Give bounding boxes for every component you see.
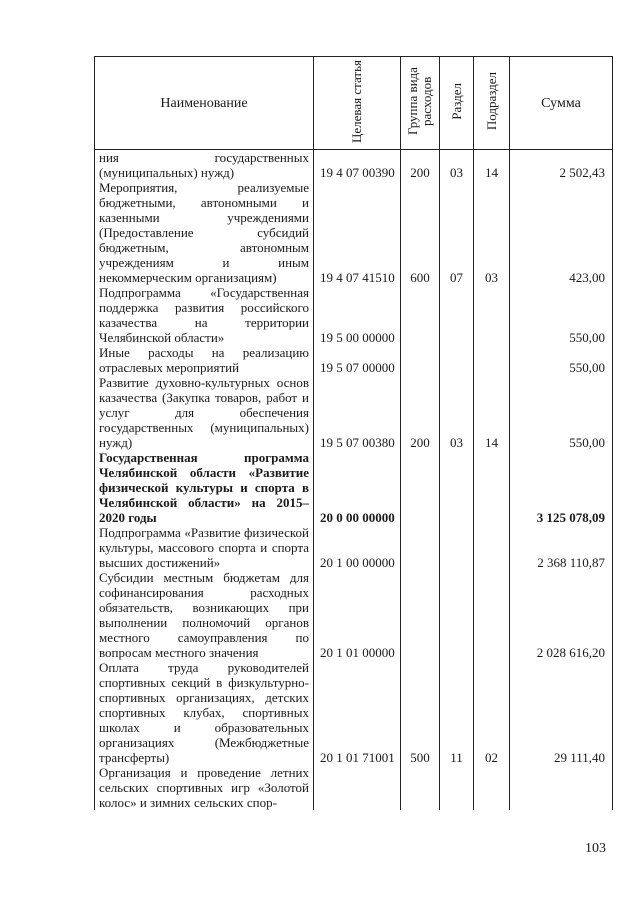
row-sum: 29 111,40	[510, 660, 613, 765]
table-row	[95, 570, 613, 660]
row-sum: 2 368 110,87	[510, 525, 613, 570]
row-subsection	[474, 345, 510, 375]
row-article: 20 0 00 00000	[314, 450, 401, 525]
row-name: Иные расходы на реализацию отраслевых мероприятий	[95, 345, 314, 375]
page-number: 103	[585, 841, 606, 856]
row-subsection	[474, 285, 510, 345]
table-row	[95, 765, 613, 810]
row-article	[314, 765, 401, 810]
row-section	[440, 525, 474, 570]
row-section	[440, 285, 474, 345]
row-name: Организация и проведение летних сельских спортивных игр «Золотой колос» и зимних сельских спор-	[95, 765, 314, 810]
row-group: 600	[401, 180, 440, 285]
row-name: ния государственных (муниципальных) нужд)	[95, 150, 314, 181]
row-article: 20 1 01 00000	[314, 570, 401, 660]
row-name: Развитие духовно-культурных основ казачества (Закупка товаров, работ и услуг для обеспечения государственных (муниципальных) нужд)	[95, 375, 314, 450]
row-group	[401, 570, 440, 660]
row-group: 200	[401, 375, 440, 450]
budget-table	[94, 56, 613, 810]
row-group	[401, 525, 440, 570]
table-row	[95, 180, 613, 285]
row-article: 20 1 00 00000	[314, 525, 401, 570]
table-row	[95, 525, 613, 570]
table-header-row	[95, 57, 613, 150]
row-name: Государственная программа Челябинской области «Развитие физической культуры и спорта в Челябинской области» на 2015–2020 годы	[95, 450, 314, 525]
row-group	[401, 345, 440, 375]
row-sum: 3 125 078,09	[510, 450, 613, 525]
row-article: 19 5 07 00000	[314, 345, 401, 375]
table-body	[95, 150, 613, 811]
row-subsection: 14	[474, 150, 510, 181]
row-name: Субсидии местным бюджетам для софинансирования расходных обязательств, возникающих при выполнении полномочий органов местного самоуправления по вопросам местного значения	[95, 570, 314, 660]
row-sum: 2 028 616,20	[510, 570, 613, 660]
row-section	[440, 345, 474, 375]
header-name: Наименование	[95, 57, 314, 150]
row-subsection	[474, 765, 510, 810]
table-row	[95, 375, 613, 450]
header-sum: Сумма	[510, 57, 613, 150]
row-group: 200	[401, 150, 440, 181]
row-group	[401, 765, 440, 810]
row-group: 500	[401, 660, 440, 765]
table-row	[95, 345, 613, 375]
row-sum: 550,00	[510, 345, 613, 375]
table-row	[95, 150, 613, 181]
row-subsection: 03	[474, 180, 510, 285]
row-name: Оплата труда руководителей спортивных секций в физкультурно-спортивных организациях, детских спортивных клубах, спортивных школах и образовательных организациях (Межбюджетные трансферты)	[95, 660, 314, 765]
header-article: Целевая статья	[314, 57, 401, 150]
row-sum: 550,00	[510, 375, 613, 450]
table-row	[95, 450, 613, 525]
row-section	[440, 765, 474, 810]
row-subsection: 14	[474, 375, 510, 450]
row-article: 20 1 01 71001	[314, 660, 401, 765]
table-row	[95, 285, 613, 345]
row-section: 03	[440, 150, 474, 181]
row-group	[401, 450, 440, 525]
row-subsection	[474, 450, 510, 525]
row-section	[440, 450, 474, 525]
header-section: Раздел	[440, 57, 474, 150]
row-sum: 2 502,43	[510, 150, 613, 181]
row-sum	[510, 765, 613, 810]
row-article: 19 4 07 00390	[314, 150, 401, 181]
row-sum: 550,00	[510, 285, 613, 345]
row-subsection	[474, 570, 510, 660]
row-article: 19 5 07 00380	[314, 375, 401, 450]
row-subsection: 02	[474, 660, 510, 765]
row-subsection	[474, 525, 510, 570]
row-section	[440, 570, 474, 660]
row-name: Подпрограмма «Развитие физической культуры, массового спорта и спорта высших достижений»	[95, 525, 314, 570]
row-group	[401, 285, 440, 345]
row-section: 11	[440, 660, 474, 765]
row-article: 19 4 07 41510	[314, 180, 401, 285]
table-row	[95, 660, 613, 765]
row-section: 03	[440, 375, 474, 450]
row-section: 07	[440, 180, 474, 285]
header-subsection: Подраздел	[474, 57, 510, 150]
header-group: Группа вида расходов	[401, 57, 440, 150]
row-article: 19 5 00 00000	[314, 285, 401, 345]
row-name: Мероприятия, реализуемые бюджетными, автономными и казенными учреждениями (Предоставление субсидий бюджетным, автономным учреждениям и иным некоммерческим организациям)	[95, 180, 314, 285]
row-name: Подпрограмма «Государственная поддержка развития российского казачества на территории Челябинской области»	[95, 285, 314, 345]
row-sum: 423,00	[510, 180, 613, 285]
